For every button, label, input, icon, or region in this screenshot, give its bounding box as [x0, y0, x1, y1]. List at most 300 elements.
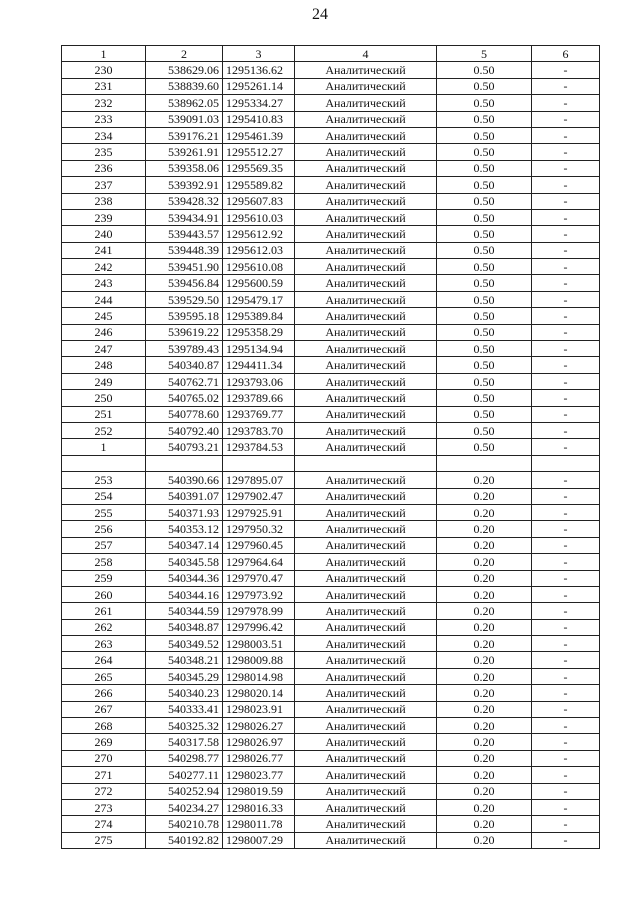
note-cell: -: [532, 488, 600, 504]
y-coordinate-cell: 1295358.29: [223, 324, 295, 340]
table-row: [62, 357, 600, 373]
note-cell: -: [532, 537, 600, 553]
method-cell: Аналитический: [295, 390, 437, 406]
x-coordinate-cell: 540353.12: [146, 521, 223, 537]
note-cell: -: [532, 144, 600, 160]
note-cell: -: [532, 177, 600, 193]
method-cell: Аналитический: [295, 308, 437, 324]
accuracy-cell: 0.50: [437, 341, 532, 357]
x-coordinate-cell: 539451.90: [146, 259, 223, 275]
y-coordinate-cell: 1295134.94: [223, 341, 295, 357]
y-coordinate-cell: 1295479.17: [223, 291, 295, 307]
point-number-cell: 261: [62, 603, 146, 619]
accuracy-cell: 0.20: [437, 603, 532, 619]
note-cell: -: [532, 275, 600, 291]
x-coordinate-cell: 540792.40: [146, 422, 223, 438]
y-coordinate-cell: 1295600.59: [223, 275, 295, 291]
y-coordinate-cell: 1295261.14: [223, 78, 295, 94]
y-coordinate-cell: 1295136.62: [223, 62, 295, 78]
x-coordinate-cell: 540793.21: [146, 439, 223, 455]
accuracy-cell: 0.20: [437, 685, 532, 701]
y-coordinate-cell: 1293793.06: [223, 373, 295, 389]
accuracy-cell: 0.50: [437, 291, 532, 307]
table-row: [62, 341, 600, 357]
point-number-cell: [62, 455, 146, 471]
method-cell: Аналитический: [295, 193, 437, 209]
method-cell: Аналитический: [295, 472, 437, 488]
x-coordinate-cell: 539434.91: [146, 209, 223, 225]
y-coordinate-cell: 1297895.07: [223, 472, 295, 488]
accuracy-cell: 0.20: [437, 554, 532, 570]
accuracy-cell: 0.50: [437, 95, 532, 111]
point-number-cell: 271: [62, 767, 146, 783]
point-number-cell: 275: [62, 832, 146, 848]
y-coordinate-cell: 1295612.92: [223, 226, 295, 242]
point-number-cell: 251: [62, 406, 146, 422]
y-coordinate-cell: 1298020.14: [223, 685, 295, 701]
accuracy-cell: 0.20: [437, 750, 532, 766]
y-coordinate-cell: 1297970.47: [223, 570, 295, 586]
x-coordinate-cell: 540192.82: [146, 832, 223, 848]
point-number-cell: 244: [62, 291, 146, 307]
x-coordinate-cell: 540391.07: [146, 488, 223, 504]
column-header-3: 3: [223, 46, 295, 62]
point-number-cell: 270: [62, 750, 146, 766]
y-coordinate-cell: 1298016.33: [223, 799, 295, 815]
x-coordinate-cell: 539595.18: [146, 308, 223, 324]
point-number-cell: 245: [62, 308, 146, 324]
x-coordinate-cell: 540252.94: [146, 783, 223, 799]
x-coordinate-cell: [146, 455, 223, 471]
table-row: [62, 422, 600, 438]
point-number-cell: 268: [62, 718, 146, 734]
note-cell: -: [532, 767, 600, 783]
point-number-cell: 257: [62, 537, 146, 553]
table-row: [62, 242, 600, 258]
x-coordinate-cell: 539619.22: [146, 324, 223, 340]
y-coordinate-cell: 1297950.32: [223, 521, 295, 537]
y-coordinate-cell: 1298023.77: [223, 767, 295, 783]
y-coordinate-cell: 1298026.27: [223, 718, 295, 734]
point-number-cell: 250: [62, 390, 146, 406]
point-number-cell: 235: [62, 144, 146, 160]
x-coordinate-cell: 540340.23: [146, 685, 223, 701]
note-cell: -: [532, 242, 600, 258]
accuracy-cell: 0.50: [437, 111, 532, 127]
accuracy-cell: 0.50: [437, 324, 532, 340]
point-number-cell: 238: [62, 193, 146, 209]
table-row: [62, 718, 600, 734]
table-row: [62, 177, 600, 193]
table-row: [62, 439, 600, 455]
x-coordinate-cell: 540390.66: [146, 472, 223, 488]
table-row: [62, 734, 600, 750]
table-row: [62, 554, 600, 570]
x-coordinate-cell: 540765.02: [146, 390, 223, 406]
note-cell: -: [532, 603, 600, 619]
note-cell: -: [532, 291, 600, 307]
x-coordinate-cell: 540778.60: [146, 406, 223, 422]
note-cell: -: [532, 193, 600, 209]
y-coordinate-cell: 1298011.78: [223, 816, 295, 832]
table-row: [62, 619, 600, 635]
accuracy-cell: 0.20: [437, 832, 532, 848]
point-number-cell: 240: [62, 226, 146, 242]
y-coordinate-cell: 1295512.27: [223, 144, 295, 160]
x-coordinate-cell: 540762.71: [146, 373, 223, 389]
table-row: [62, 537, 600, 553]
y-coordinate-cell: 1295569.35: [223, 160, 295, 176]
point-number-cell: 247: [62, 341, 146, 357]
note-cell: -: [532, 422, 600, 438]
x-coordinate-cell: 539456.84: [146, 275, 223, 291]
table-row: [62, 636, 600, 652]
accuracy-cell: 0.20: [437, 537, 532, 553]
x-coordinate-cell: 539358.06: [146, 160, 223, 176]
method-cell: Аналитический: [295, 832, 437, 848]
method-cell: Аналитический: [295, 767, 437, 783]
method-cell: Аналитический: [295, 619, 437, 635]
note-cell: -: [532, 259, 600, 275]
table-row: [62, 406, 600, 422]
x-coordinate-cell: 539448.39: [146, 242, 223, 258]
accuracy-cell: 0.50: [437, 390, 532, 406]
accuracy-cell: 0.20: [437, 586, 532, 602]
method-cell: Аналитический: [295, 783, 437, 799]
y-coordinate-cell: 1297960.45: [223, 537, 295, 553]
y-coordinate-cell: 1295610.03: [223, 209, 295, 225]
column-header-1: 1: [62, 46, 146, 62]
note-cell: -: [532, 750, 600, 766]
table-body: [62, 62, 600, 849]
accuracy-cell: 0.50: [437, 144, 532, 160]
accuracy-cell: 0.20: [437, 799, 532, 815]
note-cell: -: [532, 78, 600, 94]
x-coordinate-cell: 540347.14: [146, 537, 223, 553]
point-number-cell: 241: [62, 242, 146, 258]
note-cell: -: [532, 406, 600, 422]
method-cell: Аналитический: [295, 734, 437, 750]
table-row: [62, 570, 600, 586]
table-row: [62, 373, 600, 389]
note-cell: -: [532, 226, 600, 242]
point-number-cell: 236: [62, 160, 146, 176]
point-number-cell: 248: [62, 357, 146, 373]
x-coordinate-cell: 539261.91: [146, 144, 223, 160]
x-coordinate-cell: 539176.21: [146, 127, 223, 143]
coordinates-table: [61, 45, 600, 849]
point-number-cell: 269: [62, 734, 146, 750]
x-coordinate-cell: 539529.50: [146, 291, 223, 307]
table-row: [62, 95, 600, 111]
y-coordinate-cell: 1295612.03: [223, 242, 295, 258]
y-coordinate-cell: 1295389.84: [223, 308, 295, 324]
accuracy-cell: 0.20: [437, 570, 532, 586]
y-coordinate-cell: 1293789.66: [223, 390, 295, 406]
method-cell: Аналитический: [295, 652, 437, 668]
accuracy-cell: [437, 455, 532, 471]
note-cell: [532, 455, 600, 471]
note-cell: -: [532, 816, 600, 832]
point-number-cell: 230: [62, 62, 146, 78]
table-row: [62, 144, 600, 160]
method-cell: Аналитический: [295, 209, 437, 225]
note-cell: -: [532, 504, 600, 520]
point-number-cell: 258: [62, 554, 146, 570]
note-cell: -: [532, 390, 600, 406]
method-cell: Аналитический: [295, 570, 437, 586]
point-number-cell: 254: [62, 488, 146, 504]
accuracy-cell: 0.50: [437, 406, 532, 422]
table-row: [62, 750, 600, 766]
x-coordinate-cell: 540345.29: [146, 668, 223, 684]
method-cell: Аналитический: [295, 291, 437, 307]
method-cell: Аналитический: [295, 111, 437, 127]
method-cell: Аналитический: [295, 373, 437, 389]
accuracy-cell: 0.50: [437, 226, 532, 242]
point-number-cell: 260: [62, 586, 146, 602]
note-cell: -: [532, 209, 600, 225]
table-row: [62, 127, 600, 143]
table-row: [62, 783, 600, 799]
table-row: [62, 488, 600, 504]
accuracy-cell: 0.50: [437, 308, 532, 324]
method-cell: Аналитический: [295, 554, 437, 570]
accuracy-cell: 0.50: [437, 160, 532, 176]
method-cell: Аналитический: [295, 521, 437, 537]
note-cell: -: [532, 832, 600, 848]
accuracy-cell: 0.20: [437, 619, 532, 635]
table-row: [62, 259, 600, 275]
method-cell: Аналитический: [295, 685, 437, 701]
column-header-2: 2: [146, 46, 223, 62]
table-row: [62, 291, 600, 307]
note-cell: -: [532, 718, 600, 734]
table-row: [62, 701, 600, 717]
note-cell: -: [532, 308, 600, 324]
y-coordinate-cell: 1297925.91: [223, 504, 295, 520]
point-number-cell: 256: [62, 521, 146, 537]
x-coordinate-cell: 540348.87: [146, 619, 223, 635]
point-number-cell: 234: [62, 127, 146, 143]
note-cell: -: [532, 324, 600, 340]
note-cell: -: [532, 636, 600, 652]
table-row: [62, 275, 600, 291]
y-coordinate-cell: 1298014.98: [223, 668, 295, 684]
note-cell: -: [532, 341, 600, 357]
point-number-cell: 242: [62, 259, 146, 275]
y-coordinate-cell: 1293783.70: [223, 422, 295, 438]
accuracy-cell: 0.20: [437, 504, 532, 520]
method-cell: Аналитический: [295, 701, 437, 717]
y-coordinate-cell: 1298007.29: [223, 832, 295, 848]
accuracy-cell: 0.50: [437, 177, 532, 193]
note-cell: -: [532, 734, 600, 750]
note-cell: -: [532, 586, 600, 602]
table-row: [62, 390, 600, 406]
accuracy-cell: 0.50: [437, 422, 532, 438]
accuracy-cell: 0.50: [437, 78, 532, 94]
point-number-cell: 263: [62, 636, 146, 652]
table-row: [62, 668, 600, 684]
table-row: [62, 816, 600, 832]
table-row: [62, 209, 600, 225]
note-cell: -: [532, 521, 600, 537]
note-cell: -: [532, 652, 600, 668]
table-row: [62, 652, 600, 668]
x-coordinate-cell: 540234.27: [146, 799, 223, 815]
point-number-cell: 249: [62, 373, 146, 389]
accuracy-cell: 0.20: [437, 816, 532, 832]
method-cell: Аналитический: [295, 668, 437, 684]
method-cell: Аналитический: [295, 259, 437, 275]
table-row: [62, 160, 600, 176]
accuracy-cell: 0.20: [437, 472, 532, 488]
accuracy-cell: 0.50: [437, 439, 532, 455]
note-cell: -: [532, 668, 600, 684]
table-row: [62, 586, 600, 602]
table-row: [62, 832, 600, 848]
column-header-4: 4: [295, 46, 437, 62]
method-cell: Аналитический: [295, 275, 437, 291]
method-cell: Аналитический: [295, 406, 437, 422]
point-number-cell: 264: [62, 652, 146, 668]
x-coordinate-cell: 540344.36: [146, 570, 223, 586]
accuracy-cell: 0.50: [437, 127, 532, 143]
x-coordinate-cell: 540345.58: [146, 554, 223, 570]
accuracy-cell: 0.20: [437, 767, 532, 783]
accuracy-cell: 0.20: [437, 652, 532, 668]
x-coordinate-cell: 540349.52: [146, 636, 223, 652]
column-header-6: 6: [532, 46, 600, 62]
x-coordinate-cell: 539091.03: [146, 111, 223, 127]
method-cell: Аналитический: [295, 636, 437, 652]
accuracy-cell: 0.20: [437, 783, 532, 799]
note-cell: -: [532, 685, 600, 701]
point-number-cell: 267: [62, 701, 146, 717]
x-coordinate-cell: 538629.06: [146, 62, 223, 78]
method-cell: Аналитический: [295, 750, 437, 766]
point-number-cell: 255: [62, 504, 146, 520]
table-row: [62, 767, 600, 783]
y-coordinate-cell: 1298019.59: [223, 783, 295, 799]
y-coordinate-cell: 1294411.34: [223, 357, 295, 373]
note-cell: -: [532, 439, 600, 455]
point-number-cell: 233: [62, 111, 146, 127]
note-cell: -: [532, 62, 600, 78]
table-header-row: [62, 46, 600, 62]
method-cell: Аналитический: [295, 816, 437, 832]
method-cell: Аналитический: [295, 504, 437, 520]
method-cell: Аналитический: [295, 586, 437, 602]
accuracy-cell: 0.50: [437, 242, 532, 258]
method-cell: Аналитический: [295, 488, 437, 504]
y-coordinate-cell: [223, 455, 295, 471]
note-cell: -: [532, 357, 600, 373]
x-coordinate-cell: 540298.77: [146, 750, 223, 766]
accuracy-cell: 0.50: [437, 259, 532, 275]
note-cell: -: [532, 570, 600, 586]
table-row: [62, 455, 600, 471]
point-number-cell: 259: [62, 570, 146, 586]
note-cell: -: [532, 127, 600, 143]
point-number-cell: 246: [62, 324, 146, 340]
point-number-cell: 243: [62, 275, 146, 291]
table-row: [62, 308, 600, 324]
point-number-cell: 253: [62, 472, 146, 488]
method-cell: Аналитический: [295, 160, 437, 176]
x-coordinate-cell: 539789.43: [146, 341, 223, 357]
accuracy-cell: 0.20: [437, 636, 532, 652]
note-cell: -: [532, 783, 600, 799]
note-cell: -: [532, 373, 600, 389]
table-row: [62, 799, 600, 815]
table-row: [62, 226, 600, 242]
y-coordinate-cell: 1295461.39: [223, 127, 295, 143]
x-coordinate-cell: 540371.93: [146, 504, 223, 520]
x-coordinate-cell: 540344.16: [146, 586, 223, 602]
note-cell: -: [532, 799, 600, 815]
y-coordinate-cell: 1295607.83: [223, 193, 295, 209]
point-number-cell: 265: [62, 668, 146, 684]
accuracy-cell: 0.50: [437, 193, 532, 209]
note-cell: -: [532, 701, 600, 717]
point-number-cell: 274: [62, 816, 146, 832]
y-coordinate-cell: 1293769.77: [223, 406, 295, 422]
method-cell: Аналитический: [295, 62, 437, 78]
point-number-cell: 237: [62, 177, 146, 193]
y-coordinate-cell: 1298009.88: [223, 652, 295, 668]
table-row: [62, 193, 600, 209]
method-cell: Аналитический: [295, 95, 437, 111]
note-cell: -: [532, 160, 600, 176]
y-coordinate-cell: 1298026.97: [223, 734, 295, 750]
y-coordinate-cell: 1293784.53: [223, 439, 295, 455]
point-number-cell: 272: [62, 783, 146, 799]
accuracy-cell: 0.20: [437, 668, 532, 684]
accuracy-cell: 0.20: [437, 734, 532, 750]
y-coordinate-cell: 1295589.82: [223, 177, 295, 193]
y-coordinate-cell: 1297996.42: [223, 619, 295, 635]
method-cell: Аналитический: [295, 799, 437, 815]
accuracy-cell: 0.20: [437, 488, 532, 504]
note-cell: -: [532, 619, 600, 635]
x-coordinate-cell: 540210.78: [146, 816, 223, 832]
page-number: 24: [312, 6, 328, 23]
table-row: [62, 504, 600, 520]
y-coordinate-cell: 1297978.99: [223, 603, 295, 619]
method-cell: Аналитический: [295, 341, 437, 357]
x-coordinate-cell: 540325.32: [146, 718, 223, 734]
point-number-cell: 252: [62, 422, 146, 438]
accuracy-cell: 0.20: [437, 701, 532, 717]
y-coordinate-cell: 1298003.51: [223, 636, 295, 652]
point-number-cell: 266: [62, 685, 146, 701]
accuracy-cell: 0.50: [437, 373, 532, 389]
accuracy-cell: 0.20: [437, 718, 532, 734]
accuracy-cell: 0.50: [437, 275, 532, 291]
point-number-cell: 1: [62, 439, 146, 455]
accuracy-cell: 0.50: [437, 62, 532, 78]
method-cell: Аналитический: [295, 78, 437, 94]
point-number-cell: 262: [62, 619, 146, 635]
table-row: [62, 62, 600, 78]
method-cell: [295, 455, 437, 471]
y-coordinate-cell: 1297964.64: [223, 554, 295, 570]
table-row: [62, 472, 600, 488]
y-coordinate-cell: 1297902.47: [223, 488, 295, 504]
note-cell: -: [532, 554, 600, 570]
